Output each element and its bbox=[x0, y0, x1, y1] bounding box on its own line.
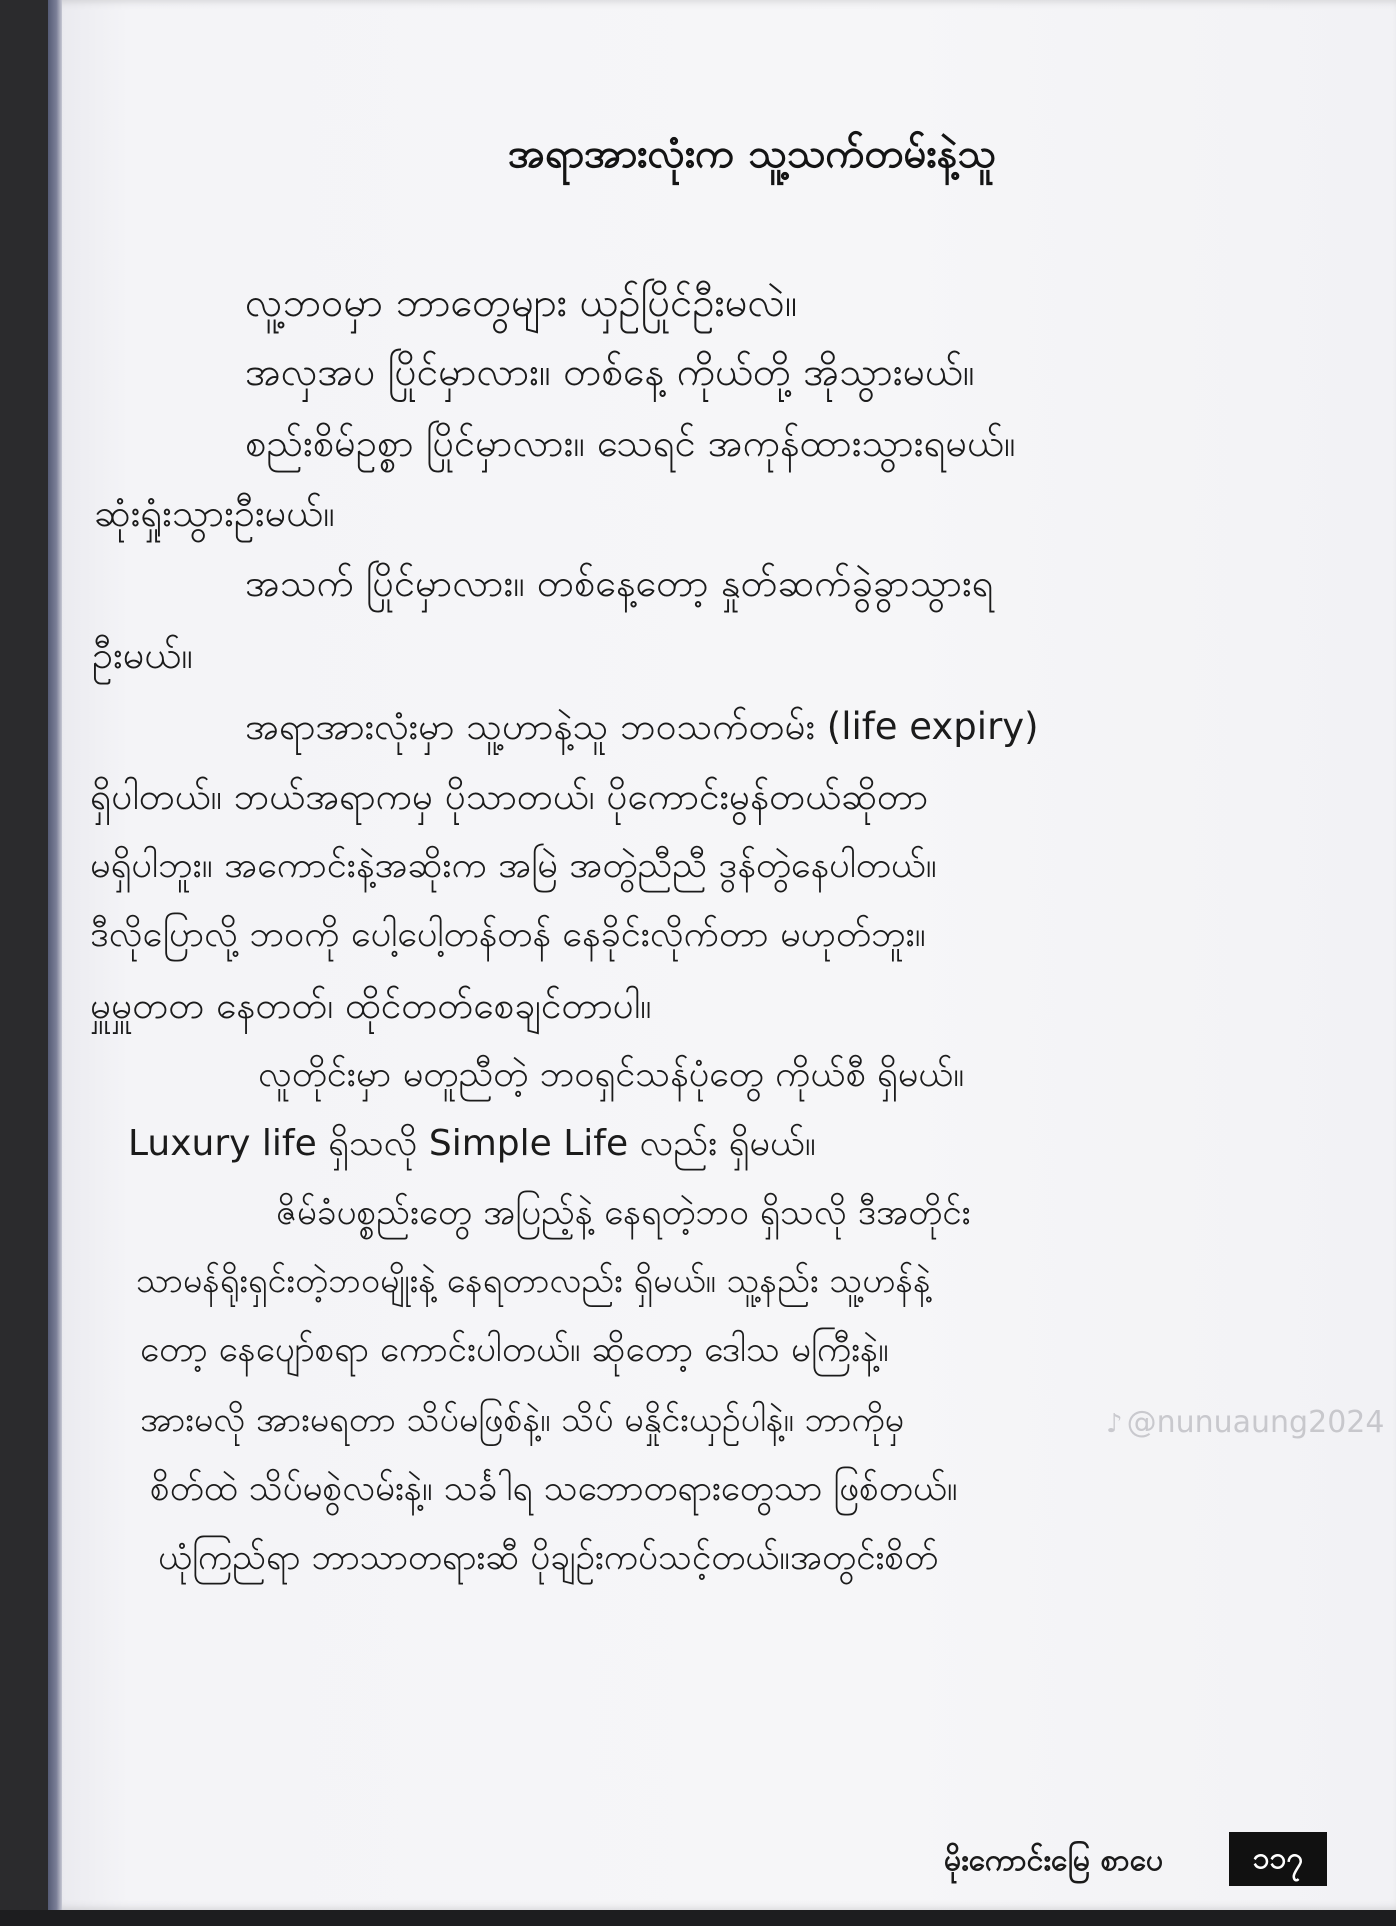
paragraph-line: မှူမှူတတ နေတတ်၊ ထိုင်တတ်စေချင်တာပါ။ bbox=[90, 984, 652, 1027]
chapter-title: အရာအားလုံးက သူ့သက်တမ်းနဲ့သူ bbox=[508, 131, 996, 177]
paragraph-line: အားမလို အားမရတာ သိပ်မဖြစ်နဲ့။ သိပ် မနှိုင်းယှဉ်ပါနဲ့။ ဘာကိုမှ bbox=[140, 1400, 905, 1440]
paragraph-line: အသက် ပြိုင်မှာလား။ တစ်နေ့တော့ နှုတ်ဆက်ခွဲခွာသွားရ bbox=[245, 561, 994, 605]
paragraph-line: Luxury life ရှိသလို Simple Life လည်း ရှိမယ်။ bbox=[128, 1123, 816, 1164]
paragraph-line: အရာအားလုံးမှာ သူ့ဟာနဲ့သူ ဘဝသက်တမ်း (life expiry) bbox=[245, 705, 1039, 748]
paragraph-line: ရှိပါတယ်။ ဘယ်အရာကမှ ပိုသာတယ်၊ ပိုကောင်းမွန်တယ်ဆိုတာ bbox=[90, 775, 929, 818]
paragraph-line: လူ့ဘဝမှာ ဘာတွေများ ယှဉ်ပြိုင်ဦးမလဲ။ bbox=[245, 280, 798, 326]
paragraph-line: စိတ်ထဲ သိပ်မစွဲလမ်းနဲ့။ သင်္ခါရ သဘောတရားတွေသာ ဖြစ်တယ်။ bbox=[150, 1469, 958, 1509]
paragraph-line: ဇိမ်ခံပစ္စည်းတွေ အပြည့်နဲ့ နေရတဲ့ဘဝ ရှိသလို ဒီအတိုင်း bbox=[276, 1193, 971, 1233]
page-number: ၁၁၇ bbox=[1229, 1832, 1327, 1886]
watermark bbox=[1106, 1405, 1384, 1440]
book-spine bbox=[48, 0, 62, 1910]
book-title-footer: မိုးကောင်းမြေ စာပေ bbox=[944, 1843, 1164, 1878]
watermark-text: @nunuaung2024 bbox=[1126, 1405, 1385, 1440]
paragraph-line: ယုံကြည်ရာ ဘာသာတရားဆီ ပိုချဉ်းကပ်သင့်တယ်။အတွင်းစိတ် bbox=[158, 1538, 939, 1578]
paragraph-line: သာမန်ရိုးရှင်းတဲ့ဘဝမျိုးနဲ့ နေရတာလည်း ရှိမယ်။ သူ့နည်း သူ့ဟန်နဲ့ bbox=[136, 1261, 931, 1301]
paragraph-line: လူတိုင်းမှာ မတူညီတဲ့ ဘဝရှင်သန်ပုံတွေ ကိုယ်စီ ရှိမယ်။ bbox=[258, 1054, 965, 1095]
bottom-edge bbox=[0, 1910, 1396, 1926]
paragraph-line: ဒီလိုပြောလို့ ဘဝကို ပေါ့ပေါ့တန်တန် နေခိုင်းလိုက်တာ မဟုတ်ဘူး။ bbox=[90, 914, 926, 955]
paragraph-line: ဦးမယ်။ bbox=[92, 633, 193, 677]
paragraph-line: စည်းစိမ်ဥစ္စာ ပြိုင်မှာလား။ သေရင် အကုန်ထားသွားရမယ်။ bbox=[245, 421, 1016, 465]
paragraph-line: ဆုံးရှုံးသွားဦးမယ်။ bbox=[94, 491, 335, 535]
paragraph-line: တော့ နေပျော်စရာ ကောင်းပါတယ်။ ဆိုတော့ ဒေါသ မကြီးနဲ့။ bbox=[140, 1330, 889, 1370]
book-page bbox=[48, 0, 1396, 1910]
paragraph-line: အလှအပ ပြိုင်မှာလား။ တစ်နေ့ ကိုယ်တို့ အိုသွားမယ်။ bbox=[245, 350, 975, 395]
tiktok-icon: ♪ bbox=[1106, 1409, 1123, 1439]
paragraph-line: မရှိပါဘူး။ အကောင်းနဲ့အဆိုးက အမြဲ အတွဲညီညီ ဒွန်တွဲနေပါတယ်။ bbox=[90, 845, 937, 886]
